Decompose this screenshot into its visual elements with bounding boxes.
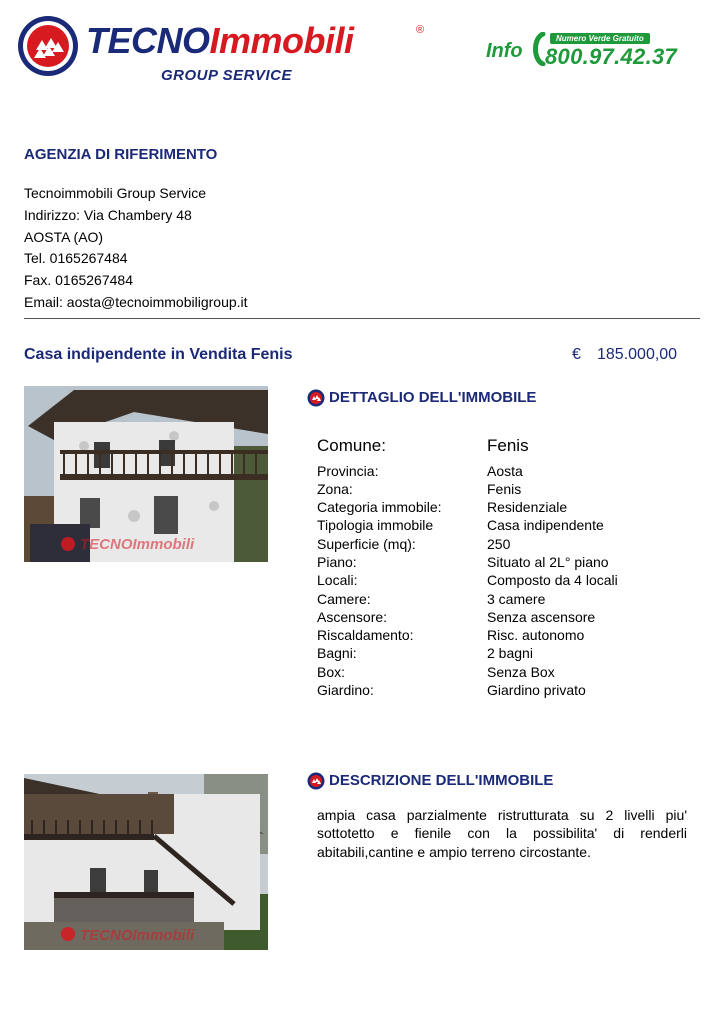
info-label: Info xyxy=(486,40,523,62)
detail-value-zona: Fenis xyxy=(487,481,522,497)
price-currency: € xyxy=(572,346,581,363)
photo-watermark-2: TECNOImmobili xyxy=(80,927,195,944)
detail-label-riscaldamento: Riscaldamento: xyxy=(317,627,414,643)
detail-label-tipologia: Tipologia immobile xyxy=(317,517,434,533)
brand-part2: Immobili xyxy=(209,20,354,61)
description-heading: DESCRIZIONE DELL'IMMOBILE xyxy=(329,772,554,789)
agency-name: Tecnoimmobili Group Service xyxy=(24,185,207,201)
agency-phone[interactable]: Tel. 0165267484 xyxy=(24,250,128,266)
section-divider xyxy=(24,318,700,319)
detail-label-superficie: Superficie (mq): xyxy=(317,536,416,552)
description-text: ampia casa parzialmente ristrutturata su 2 livelli piu' sottotetto e fienile con la possibilita' di renderli abitabili,cantine e ampio terreno circostante. xyxy=(317,807,687,860)
detail-value-provincia: Aosta xyxy=(487,463,523,479)
listing-title: Casa indipendente in Vendita Fenis xyxy=(24,346,293,363)
agency-heading: AGENZIA DI RIFERIMENTO xyxy=(24,146,218,163)
brand-subtitle: GROUP SERVICE xyxy=(161,67,292,84)
logo-mark-icon xyxy=(16,14,80,78)
detail-label-bagni: Bagni: xyxy=(317,645,357,661)
registered-mark: ® xyxy=(416,24,425,36)
detail-label-locali: Locali: xyxy=(317,572,358,588)
agency-email[interactable]: Email: aosta@tecnoimmobiligroup.it xyxy=(24,294,248,310)
brand-logo xyxy=(86,20,354,62)
detail-label-ascensore: Ascensore: xyxy=(317,609,388,625)
detail-label-box: Box: xyxy=(317,664,346,680)
detail-value-tipologia: Casa indipendente xyxy=(487,517,604,533)
detail-value-locali: Composto da 4 locali xyxy=(487,572,618,588)
detail-value-bagni: 2 bagni xyxy=(487,645,533,661)
comune-value: Fenis xyxy=(487,436,529,455)
detail-value-box: Senza Box xyxy=(487,664,555,680)
details-heading: DETTAGLIO DELL'IMMOBILE xyxy=(329,389,537,406)
agency-city: AOSTA (AO) xyxy=(24,229,104,245)
agency-fax: Fax. 0165267484 xyxy=(24,272,133,288)
detail-value-camere: 3 camere xyxy=(487,591,546,607)
section-bullet-icon-2 xyxy=(307,772,325,790)
toll-free-number[interactable]: 800.97.42.37 xyxy=(545,44,678,69)
detail-label-zona: Zona: xyxy=(317,481,353,497)
detail-value-superficie: 250 xyxy=(487,536,511,552)
agency-address: Indirizzo: Via Chambery 48 xyxy=(24,207,192,223)
detail-value-giardino: Giardino privato xyxy=(487,682,586,698)
detail-value-piano: Situato al 2L° piano xyxy=(487,554,609,570)
comune-label: Comune: xyxy=(317,436,386,455)
detail-value-categoria: Residenziale xyxy=(487,499,568,515)
property-photo-front[interactable] xyxy=(24,386,268,562)
detail-value-ascensore: Senza ascensore xyxy=(487,609,596,625)
brand-part1: TECNO xyxy=(86,20,210,61)
detail-label-piano: Piano: xyxy=(317,554,357,570)
detail-label-provincia: Provincia: xyxy=(317,463,379,479)
photo-watermark: TECNOImmobili xyxy=(80,536,195,553)
detail-label-categoria: Categoria immobile: xyxy=(317,499,442,515)
property-photo-side[interactable] xyxy=(24,774,268,950)
price-value: 185.000,00 xyxy=(597,346,678,363)
detail-value-riscaldamento: Risc. autonomo xyxy=(487,627,585,643)
detail-label-giardino: Giardino: xyxy=(317,682,374,698)
detail-label-camere: Camere: xyxy=(317,591,371,607)
toll-free-badge: Numero Verde Gratuito xyxy=(550,33,650,44)
section-bullet-icon xyxy=(307,389,325,407)
